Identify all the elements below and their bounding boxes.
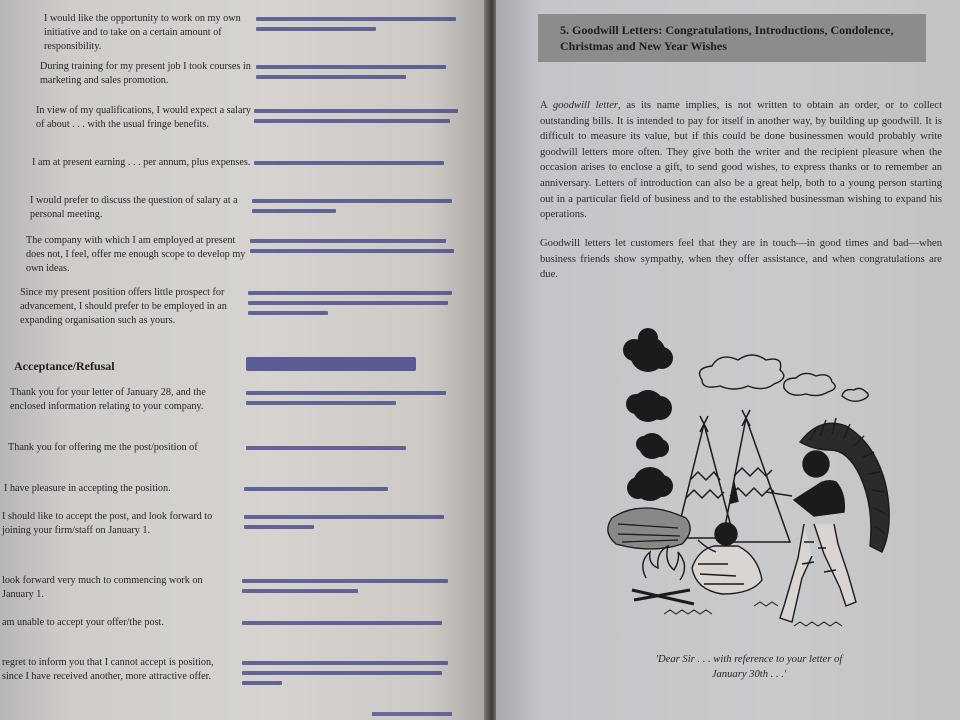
phrase-en: I am at present earning . . . per annum, plus expenses. <box>32 157 251 168</box>
tipi-icon <box>676 410 790 542</box>
phrase-en: Thank you for offering me the post/position of <box>8 442 198 453</box>
phrase-th <box>254 156 462 171</box>
phrase-th <box>246 441 454 456</box>
phrase-en: I would prefer to discuss the question of salary at a personal meeting. <box>30 195 238 220</box>
illustration-caption <box>604 652 894 682</box>
phrase-en: I should like to accept the post, and look forward to joining your firm/staff on January 1. <box>2 511 213 536</box>
chief-figure-icon <box>766 418 889 622</box>
ground-hatching <box>664 602 842 626</box>
para-1-lead: A <box>540 100 553 111</box>
right-page <box>496 0 960 720</box>
phrase-th <box>254 104 462 129</box>
term-goodwill-letter: goodwill letter <box>552 100 619 111</box>
phrase-en: I have pleasure in accepting the position. <box>4 483 171 494</box>
phrase-th <box>244 482 452 497</box>
section-heading-th <box>246 357 416 371</box>
phrase-th <box>242 574 450 599</box>
smoke-signal-icon <box>623 328 673 501</box>
phrase-en: Thank you for your letter of January 28, and the enclosed information relating to your company. <box>10 387 206 412</box>
caption-line-2: January 30th . . .' <box>711 669 787 680</box>
phrase-en: The company with which I am employed at present does not, I feel, offer me enough scope to develop my own ideas. <box>26 235 246 274</box>
phrase-en: look forward very much to commencing work on January 1. <box>2 575 203 600</box>
phrase-en: In view of my qualifications, I would expect a salary of about . . . with the usual fringe benefits. <box>36 105 252 130</box>
phrase-en: am unable to accept your offer/the post. <box>2 617 164 628</box>
illustration <box>604 328 904 638</box>
phrase-th <box>256 12 464 37</box>
phrase-th <box>242 656 450 691</box>
caption-line-1: 'Dear Sir . . . with reference to your letter of <box>655 654 843 665</box>
phrase-th <box>248 286 456 321</box>
para-1-body: , as its name implies, is not written to obtain an order, or to collect outstanding bills. It is intended to pay for itself in another way, by building up goodwill. It is difficult to measure its value, but if this could be done businessmen would probably write goodwill letters more often. They give both the writer and the recipient pleasure when the occasion arises to enclose a gift, to send good wishes, to express thanks or to remember an anniversary. Letters of introduction can also be a great help, both to a young person starting out in a particular field of business and to the established businessman wishing to expand his operations. <box>540 100 943 221</box>
phrase-th <box>242 616 450 631</box>
phrase-th <box>252 194 460 219</box>
phrase-en: I would like the opportunity to work on my own initiative and to take on a certain amount of responsibility. <box>44 13 241 52</box>
phrase-en: regret to inform you that I cannot accept is position, since I have received another, more attractive offer. <box>2 657 214 682</box>
chapter-title: 5. Goodwill Letters: Congratulations, Introductions, Condolence, Christmas and New Year Wishes <box>560 23 894 53</box>
phrase-th <box>256 60 464 85</box>
phrase-en: Since my present position offers little prospect for advancement, I should prefer to be employed in an expanding organisation such as yours. <box>20 287 227 326</box>
phrase-en: During training for my present job I took courses in marketing and sales promotion. <box>40 61 251 86</box>
section-heading: Acceptance/Refusal <box>14 359 115 373</box>
cut-off-text-line <box>372 712 452 716</box>
chapter-title-box <box>538 14 926 62</box>
cloud-icon <box>700 355 869 401</box>
fire-icon <box>632 546 694 604</box>
paragraph-1 <box>540 98 942 223</box>
phrase-th <box>246 386 454 411</box>
phrase-th <box>250 234 458 259</box>
phrase-th <box>244 510 452 535</box>
paragraph-2: Goodwill letters let customers feel that they are in touch—in good times and bad—when business friends show sympathy, when they offer assistance, and when congratulations are due. <box>540 238 942 281</box>
blanket-icon <box>608 508 690 549</box>
